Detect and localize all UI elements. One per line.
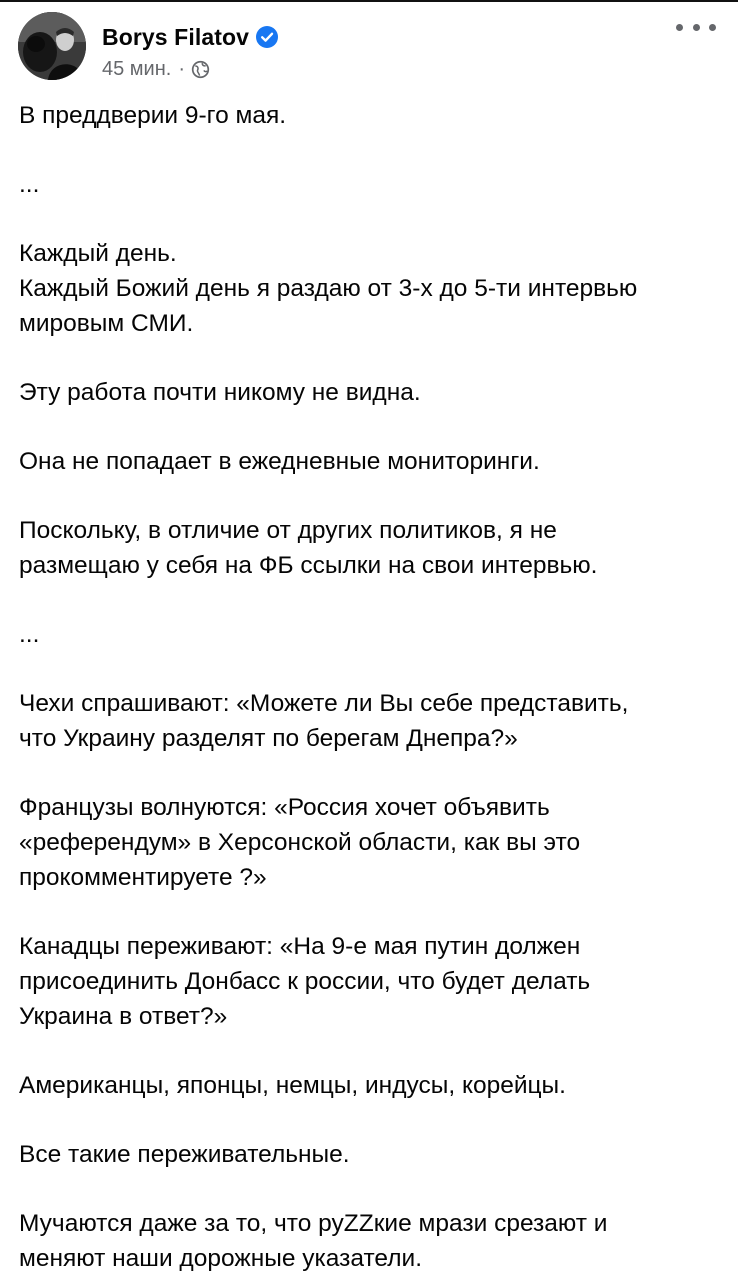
post-paragraph: [19, 375, 719, 410]
more-dot-icon: [693, 24, 700, 31]
post-text-line: размещаю у себя на ФБ ссылки на свои интервью.: [19, 552, 598, 579]
post-text-line: прокомментируете ?»: [19, 864, 267, 891]
post-text-line: Канадцы переживают: «На 9-е мая путин должен: [19, 933, 581, 960]
post-text-line: присоединить Донбасс к россии, что будет делать: [19, 968, 591, 995]
post-text-line: Американцы, японцы, немцы, индусы, корейцы.: [19, 1072, 566, 1099]
avatar-photo: [18, 12, 86, 80]
post-text-line: Чехи спрашивают: «Можете ли Вы себе представить,: [19, 690, 629, 717]
post-text-line: Французы волнуются: «Россия хочет объявить: [19, 794, 550, 821]
post-text-line: что Украину разделят по берегам Днепра?»: [19, 725, 518, 752]
post-text-line: мировым СМИ.: [19, 310, 194, 337]
post-paragraph: [19, 617, 719, 652]
post-meta: [102, 58, 210, 81]
post-paragraph: [19, 1206, 719, 1276]
post-text-line: ...: [19, 171, 40, 198]
author-name[interactable]: Borys Filatov: [102, 23, 250, 50]
post-text-line: «референдум» в Херсонской области, как вы это: [19, 829, 581, 856]
post-time[interactable]: 45 мин.: [102, 58, 172, 80]
post-paragraph: [19, 790, 719, 895]
post-text-line: Она не попадает в ежедневные мониторинги.: [19, 448, 540, 475]
avatar[interactable]: [18, 12, 86, 80]
post-paragraph: [19, 444, 719, 479]
post-paragraph: [19, 167, 719, 202]
post-text-line: Эту работа почти никому не видна.: [19, 379, 421, 406]
post-paragraph: [19, 98, 719, 133]
author-row: [102, 22, 278, 52]
post-text-line: Все такие переживательные.: [19, 1141, 350, 1168]
post-text-line: Каждый Божий день я раздаю от 3-х до 5-ти интервью: [19, 275, 638, 302]
more-dot-icon: [709, 24, 716, 31]
post-text: [19, 98, 719, 1280]
post-paragraph: [19, 929, 719, 1034]
post-text-line: В преддверии 9-го мая.: [19, 102, 287, 129]
more-dot-icon: [676, 24, 683, 31]
post-text-line: Поскольку, в отличие от других политиков, я не: [19, 517, 557, 544]
post-paragraph: [19, 236, 719, 341]
globe-icon: [191, 60, 210, 79]
post-text-line: ...: [19, 621, 40, 648]
post-paragraph: [19, 686, 719, 756]
meta-separator: ·: [178, 58, 185, 80]
post-paragraph: [19, 1137, 719, 1172]
post-text-line: Каждый день.: [19, 240, 177, 267]
post-paragraph: [19, 1068, 719, 1103]
verified-badge-icon: [256, 26, 278, 48]
more-options-icon[interactable]: [676, 14, 716, 40]
post-paragraph: [19, 513, 719, 583]
post-text-line: Украина в ответ?»: [19, 1003, 228, 1030]
post-text-line: меняют наши дорожные указатели.: [19, 1245, 423, 1272]
post-text-line: Мучаются даже за то, что руZZкие мрази срезают и: [19, 1210, 608, 1237]
